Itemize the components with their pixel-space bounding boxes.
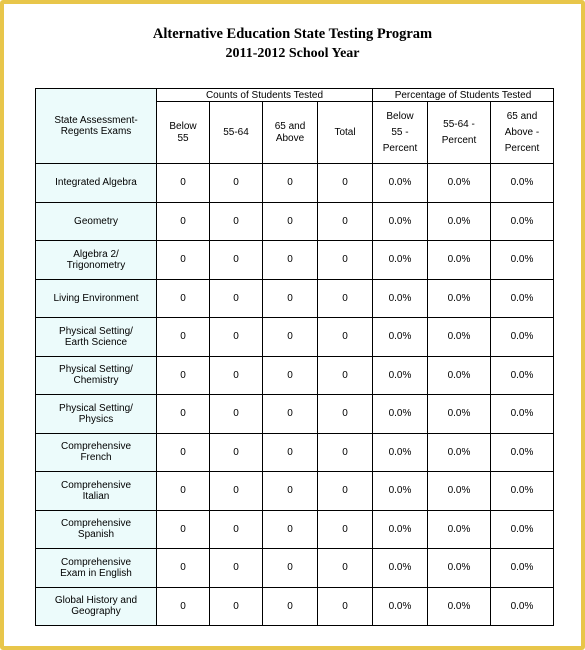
column-header: 65 and Above — [263, 102, 318, 164]
count-cell: 0 — [318, 279, 373, 318]
table-row — [36, 164, 554, 203]
column-header: 65 and Above - Percent — [491, 102, 554, 164]
percent-cell: 0.0% — [373, 433, 428, 472]
count-cell: 0 — [318, 164, 373, 203]
percent-cell: 0.0% — [491, 395, 554, 434]
percent-cell: 0.0% — [373, 202, 428, 241]
percent-cell: 0.0% — [491, 164, 554, 203]
exam-name-cell: Physical Setting/ Chemistry — [36, 356, 157, 395]
count-cell: 0 — [318, 472, 373, 511]
count-cell: 0 — [210, 241, 263, 280]
count-cell: 0 — [157, 395, 210, 434]
count-cell: 0 — [210, 164, 263, 203]
count-cell: 0 — [263, 241, 318, 280]
percent-cell: 0.0% — [491, 510, 554, 549]
percent-cell: 0.0% — [428, 433, 491, 472]
document-subtitle: 2011-2012 School Year — [225, 46, 360, 61]
percent-cell: 0.0% — [428, 587, 491, 626]
count-cell: 0 — [263, 356, 318, 395]
percent-cell: 0.0% — [428, 472, 491, 511]
table-row — [36, 433, 554, 472]
count-cell: 0 — [210, 472, 263, 511]
table-body — [36, 164, 554, 626]
percent-cell: 0.0% — [491, 318, 554, 357]
exam-name-cell: Integrated Algebra — [36, 164, 157, 203]
count-cell: 0 — [210, 510, 263, 549]
count-cell: 0 — [210, 356, 263, 395]
count-cell: 0 — [318, 587, 373, 626]
percent-cell: 0.0% — [491, 241, 554, 280]
table-row — [36, 356, 554, 395]
count-cell: 0 — [157, 510, 210, 549]
count-cell: 0 — [210, 279, 263, 318]
percent-cell: 0.0% — [428, 202, 491, 241]
count-cell: 0 — [210, 549, 263, 588]
percent-cell: 0.0% — [428, 510, 491, 549]
count-cell: 0 — [210, 395, 263, 434]
count-cell: 0 — [318, 318, 373, 357]
counts-group-header: Counts of Students Tested — [157, 89, 373, 102]
exam-name-cell: Comprehensive French — [36, 433, 157, 472]
table-row — [36, 279, 554, 318]
count-cell: 0 — [318, 510, 373, 549]
table-row — [36, 549, 554, 588]
count-cell: 0 — [318, 356, 373, 395]
count-cell: 0 — [157, 587, 210, 626]
percent-cell: 0.0% — [373, 549, 428, 588]
exam-name-cell: Living Environment — [36, 279, 157, 318]
percent-cell: 0.0% — [491, 587, 554, 626]
count-cell: 0 — [157, 164, 210, 203]
percent-cell: 0.0% — [428, 164, 491, 203]
results-table — [35, 88, 554, 626]
count-cell: 0 — [210, 433, 263, 472]
percent-cell: 0.0% — [428, 279, 491, 318]
count-cell: 0 — [157, 433, 210, 472]
count-cell: 0 — [157, 472, 210, 511]
percent-cell: 0.0% — [373, 356, 428, 395]
column-header: 55-64 - Percent — [428, 102, 491, 164]
count-cell: 0 — [263, 549, 318, 588]
count-cell: 0 — [318, 241, 373, 280]
percent-cell: 0.0% — [428, 549, 491, 588]
percent-cell: 0.0% — [373, 395, 428, 434]
percent-cell: 0.0% — [373, 241, 428, 280]
count-cell: 0 — [318, 395, 373, 434]
table-row — [36, 202, 554, 241]
exam-name-cell: Algebra 2/ Trigonometry — [36, 241, 157, 280]
percent-cell: 0.0% — [373, 318, 428, 357]
exam-name-cell: Comprehensive Spanish — [36, 510, 157, 549]
percent-cell: 0.0% — [373, 510, 428, 549]
count-cell: 0 — [263, 587, 318, 626]
table-row — [36, 241, 554, 280]
count-cell: 0 — [318, 202, 373, 241]
document-title: Alternative Education State Testing Program — [152, 26, 433, 42]
percent-cell: 0.0% — [428, 356, 491, 395]
count-cell: 0 — [263, 510, 318, 549]
percent-cell: 0.0% — [491, 433, 554, 472]
column-header: 55-64 — [210, 102, 263, 164]
percent-cell: 0.0% — [491, 549, 554, 588]
percent-cell: 0.0% — [491, 279, 554, 318]
percent-cell: 0.0% — [373, 472, 428, 511]
count-cell: 0 — [210, 587, 263, 626]
count-cell: 0 — [263, 433, 318, 472]
column-header: Below 55 - Percent — [373, 102, 428, 164]
table-row — [36, 395, 554, 434]
count-cell: 0 — [157, 279, 210, 318]
count-cell: 0 — [318, 549, 373, 588]
column-header: Below 55 — [157, 102, 210, 164]
count-cell: 0 — [157, 549, 210, 588]
percent-cell: 0.0% — [491, 472, 554, 511]
exam-name-cell: Global History and Geography — [36, 587, 157, 626]
percent-cell: 0.0% — [428, 395, 491, 434]
count-cell: 0 — [263, 318, 318, 357]
count-cell: 0 — [157, 241, 210, 280]
count-cell: 0 — [263, 279, 318, 318]
percent-cell: 0.0% — [373, 279, 428, 318]
count-cell: 0 — [157, 318, 210, 357]
percent-cell: 0.0% — [428, 318, 491, 357]
count-cell: 0 — [210, 202, 263, 241]
percent-cell: 0.0% — [428, 241, 491, 280]
column-header: Total — [318, 102, 373, 164]
count-cell: 0 — [318, 433, 373, 472]
table-row — [36, 472, 554, 511]
table-row — [36, 318, 554, 357]
exam-name-cell: Comprehensive Exam in English — [36, 549, 157, 588]
count-cell: 0 — [263, 395, 318, 434]
count-cell: 0 — [263, 164, 318, 203]
percent-cell: 0.0% — [373, 164, 428, 203]
exam-name-cell: Physical Setting/ Earth Science — [36, 318, 157, 357]
percent-cell: 0.0% — [491, 356, 554, 395]
table-row — [36, 587, 554, 626]
row-header-cell: State Assessment- Regents Exams — [36, 89, 157, 164]
count-cell: 0 — [157, 202, 210, 241]
count-cell: 0 — [157, 356, 210, 395]
percent-cell: 0.0% — [491, 202, 554, 241]
count-cell: 0 — [263, 472, 318, 511]
exam-name-cell: Geometry — [36, 202, 157, 241]
percent-cell: 0.0% — [373, 587, 428, 626]
table-row — [36, 510, 554, 549]
count-cell: 0 — [263, 202, 318, 241]
percent-group-header: Percentage of Students Tested — [373, 89, 554, 102]
exam-name-cell: Comprehensive Italian — [36, 472, 157, 511]
exam-name-cell: Physical Setting/ Physics — [36, 395, 157, 434]
count-cell: 0 — [210, 318, 263, 357]
